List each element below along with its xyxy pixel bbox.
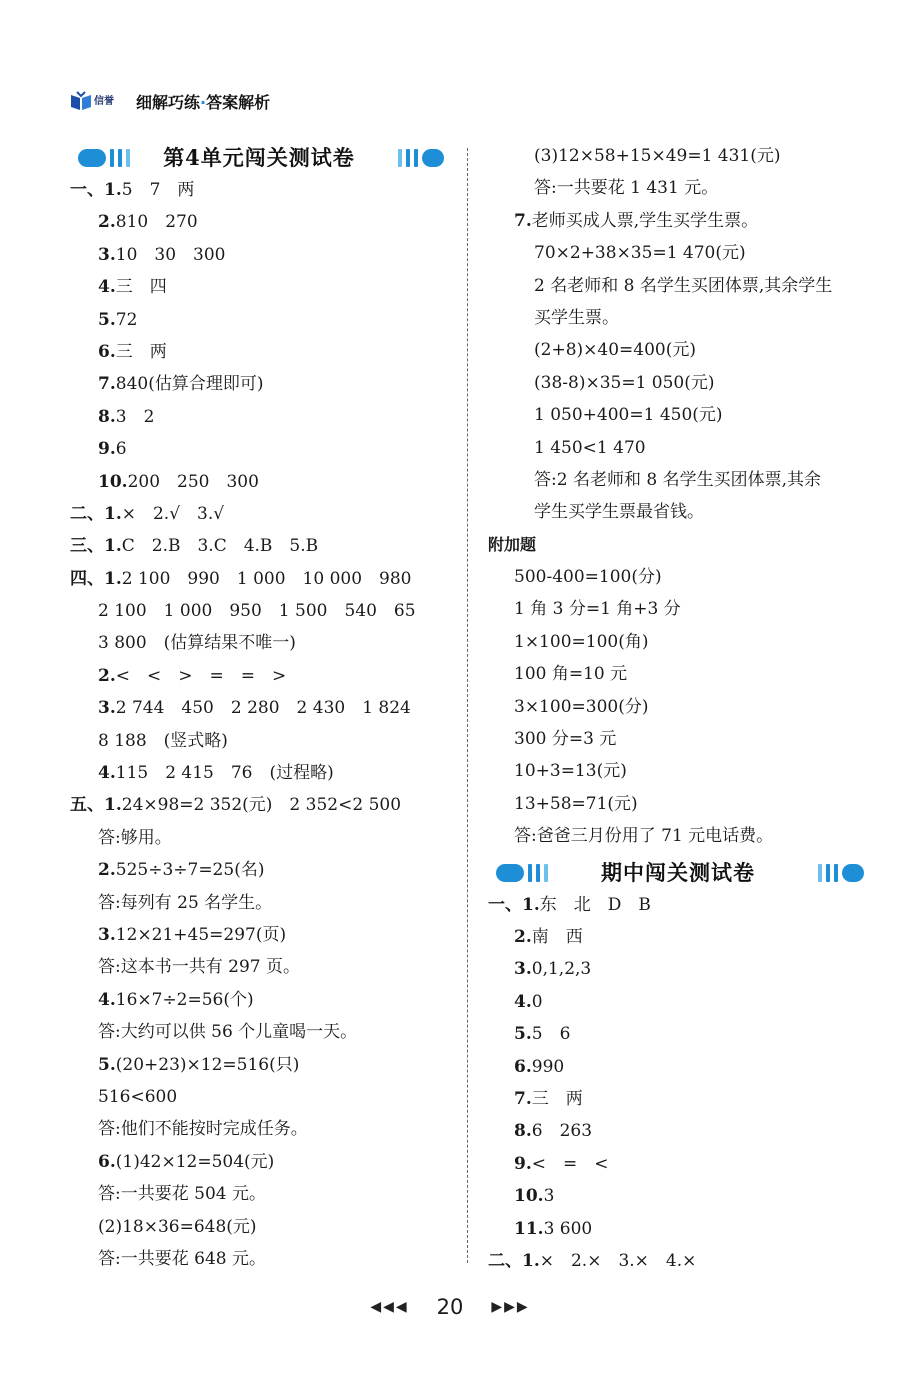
answer-text: 1 050+400=1 450(元) (534, 405, 723, 426)
question-number: 4. (98, 763, 116, 784)
answer-line (70, 1211, 448, 1243)
addon-line: 1 角 3 分=1 角+3 分 (514, 599, 681, 620)
left-column (70, 140, 448, 1275)
answer-text: 买学生票。 (534, 307, 619, 328)
answer-text: 答:一共要花 504 元。 (98, 1184, 266, 1205)
answer-text: 答:一共要花 1 431 元。 (534, 178, 719, 199)
title-decoration-right (814, 864, 864, 882)
addon-line: 答:爸爸三月份用了 71 元电话费。 (514, 826, 774, 847)
answer-text: (38-8)×35=1 050(元) (534, 372, 715, 393)
answer-line (488, 1018, 868, 1050)
answer-text: 72 (115, 309, 138, 330)
question-number: 10. (98, 471, 128, 492)
book-subtitle: 答案解析 (206, 92, 271, 112)
answer-line (488, 270, 868, 302)
answer-line (488, 1245, 868, 1277)
answer-line (70, 1178, 448, 1210)
answer-text: 老师买成人票,学生买学生票。 (531, 210, 759, 231)
answer-line (70, 401, 448, 433)
answer-line (70, 466, 448, 498)
answer-line (488, 399, 868, 431)
addon-line: 13+58=71(元) (514, 793, 638, 814)
answer-line (488, 334, 868, 366)
answer-line (70, 563, 448, 595)
answer-line (70, 627, 448, 659)
answer-text: 12×21+45=297(页) (115, 924, 287, 945)
answer-line (488, 432, 868, 464)
question-number: 2. (98, 665, 116, 686)
answer-line (488, 464, 868, 496)
answer-line (488, 496, 868, 528)
answer-text: 6 (115, 439, 127, 460)
answer-line (488, 367, 868, 399)
answer-line (488, 1051, 868, 1083)
addon-line: 500-400=100(分) (514, 567, 662, 588)
answer-text: 16×7÷2=56(个) (115, 989, 254, 1010)
question-number: 7. (98, 374, 116, 395)
unit4-test-title-text: 第4单元闯关测试卷 (163, 145, 355, 170)
answer-line (70, 336, 448, 368)
answer-text: 1 450<1 470 (534, 437, 646, 458)
addon-answers (488, 561, 868, 853)
answer-text: 6 263 (531, 1121, 593, 1142)
answer-line (70, 725, 448, 757)
next-arrows-icon: ▶▶▶ (491, 1299, 530, 1315)
answer-text: 810 270 (115, 212, 198, 233)
answer-line (488, 1180, 868, 1212)
addon-line: 300 分=3 元 (514, 729, 617, 750)
answer-line (488, 205, 868, 237)
answer-line (70, 984, 448, 1016)
answer-line (70, 1146, 448, 1178)
right-column (488, 140, 868, 1277)
answer-line (70, 1113, 448, 1145)
answer-text: 三 四 (115, 277, 167, 298)
question-number: 5. (98, 309, 116, 330)
publisher-logo (70, 89, 122, 113)
answer-text: 学生买学生票最省钱。 (534, 502, 704, 523)
addon-line: 10+3=13(元) (514, 761, 627, 782)
answer-line (70, 660, 448, 692)
answer-text: 答:这本书一共有 297 页。 (98, 957, 300, 978)
answer-text: C 2.B 3.C 4.B 5.B (121, 536, 319, 557)
answer-text: 答:每列有 25 名学生。 (98, 892, 273, 913)
unit4-answers-continued (488, 140, 868, 529)
midterm-answers (488, 889, 868, 1278)
logo-text: 信誉 (94, 96, 114, 107)
answer-line (70, 789, 448, 821)
book-title-main: 细解巧练 (136, 92, 201, 112)
answer-text: (3)12×58+15×49=1 431(元) (534, 146, 781, 166)
addon-line: 100 角=10 元 (514, 664, 628, 685)
answer-line (488, 302, 868, 334)
answer-text: 南 西 (531, 926, 583, 947)
answer-text: 0 (531, 991, 543, 1012)
answer-line (70, 498, 448, 530)
question-number: 一、1. (488, 894, 540, 915)
answer-line (70, 1081, 448, 1113)
answer-text: 答:一共要花 648 元。 (98, 1248, 266, 1269)
question-number: 6. (514, 1056, 532, 1077)
question-number: 四、1. (70, 568, 122, 589)
answer-text: 答:够用。 (98, 827, 172, 848)
question-number: 4. (514, 991, 532, 1012)
question-number: 6. (98, 341, 116, 362)
question-number: 8. (514, 1121, 532, 1142)
unit4-test-title (70, 140, 448, 174)
question-number: 7. (514, 1088, 532, 1109)
page-footer (0, 1292, 900, 1322)
question-number: 7. (514, 210, 532, 231)
answer-line (70, 692, 448, 724)
answer-line (488, 1148, 868, 1180)
answer-text: 525÷3÷7=25(名) (115, 860, 265, 881)
question-number: 5. (514, 1024, 532, 1045)
answer-line (488, 1083, 868, 1115)
answer-line (70, 368, 448, 400)
answer-line (488, 1213, 868, 1245)
answer-line (70, 433, 448, 465)
answer-line (70, 530, 448, 562)
answer-text: 2 744 450 2 280 2 430 1 824 (115, 698, 411, 719)
answer-text: 3 800 (估算结果不唯一) (98, 633, 296, 654)
prev-arrows-icon: ◀◀◀ (370, 1299, 409, 1315)
answer-line (70, 174, 448, 206)
column-divider (467, 148, 468, 1263)
answer-text: (1)42×12=504(元) (115, 1151, 275, 1172)
answer-text: < < > = = > (115, 665, 287, 686)
page-number: 20 (436, 1295, 464, 1319)
answer-text: 答:2 名老师和 8 名学生买团体票,其余 (534, 469, 821, 490)
answer-line (70, 206, 448, 238)
answer-line (488, 953, 868, 985)
answer-text: × 2.√ 3.√ (121, 503, 225, 524)
addon-title: 附加题 (488, 534, 537, 554)
question-number: 3. (98, 924, 116, 945)
midterm-test-title-text: 期中闯关测试卷 (601, 859, 755, 885)
question-number: 11. (514, 1218, 544, 1239)
answer-text: 70×2+38×35=1 470(元) (534, 243, 746, 264)
answer-line (70, 1049, 448, 1081)
question-number: 8. (98, 406, 116, 427)
answer-text: 8 188 (竖式略) (98, 730, 228, 751)
answer-line (488, 1115, 868, 1147)
question-number: 5. (98, 1054, 116, 1075)
answer-line (488, 986, 868, 1018)
unit4-answers (70, 174, 448, 1275)
question-number: 一、1. (70, 180, 122, 200)
answer-text: 3 600 (543, 1218, 593, 1239)
answer-text: 答:大约可以供 56 个儿童喝一天。 (98, 1022, 358, 1043)
answer-line (70, 822, 448, 854)
question-number: 3. (98, 698, 116, 719)
question-number: 3. (98, 244, 116, 265)
answer-text: 三 两 (531, 1088, 583, 1109)
question-number: 9. (514, 1153, 532, 1174)
answer-text: 200 250 300 (127, 471, 259, 492)
answer-text: 24×98=2 352(元) 2 352<2 500 (121, 795, 402, 816)
answer-text: 2 名老师和 8 名学生买团体票,其余学生 (534, 275, 833, 296)
question-number: 9. (98, 439, 116, 460)
answer-text: 3 (543, 1186, 555, 1207)
answer-text: 0,1,2,3 (531, 959, 592, 980)
answer-text: (20+23)×12=516(只) (115, 1054, 300, 1075)
answer-text: 115 2 415 76 (过程略) (115, 763, 334, 784)
question-number: 2. (514, 926, 532, 947)
answer-text: (2+8)×40=400(元) (534, 340, 696, 361)
title-decoration-left (78, 149, 130, 167)
answer-line (488, 172, 868, 204)
answer-text: 840(估算合理即可) (115, 374, 264, 395)
answer-line (70, 887, 448, 919)
answer-text: (2)18×36=648(元) (98, 1216, 257, 1237)
answer-line (70, 304, 448, 336)
answer-line (488, 237, 868, 269)
question-number: 三、1. (70, 536, 122, 557)
question-number: 五、1. (70, 795, 122, 816)
answer-line (70, 757, 448, 789)
answer-line (70, 919, 448, 951)
title-decoration-right (394, 149, 444, 167)
answer-text: 东 北 D B (539, 894, 651, 915)
midterm-test-title (488, 855, 868, 889)
answer-text: 三 两 (115, 341, 167, 362)
answer-text: × 2.× 3.× 4.× (539, 1250, 697, 1271)
question-number: 4. (98, 989, 116, 1010)
answer-text: 5 6 (531, 1024, 571, 1045)
book-title (136, 90, 270, 113)
question-number: 3. (514, 959, 532, 980)
question-number: 4. (98, 277, 116, 298)
answer-line (488, 921, 868, 953)
question-number: 2. (98, 212, 116, 233)
answer-text: 10 30 300 (115, 244, 226, 265)
answer-text: 990 (531, 1056, 565, 1077)
answer-line (70, 239, 448, 271)
answer-line (488, 889, 868, 921)
addon-line: 1×100=100(角) (514, 631, 649, 652)
page-header (70, 88, 270, 114)
answer-text: 2 100 990 1 000 10 000 980 (121, 568, 412, 589)
answer-line (70, 1016, 448, 1048)
answer-text: 3 2 (115, 406, 155, 427)
title-separator: · (200, 92, 207, 112)
question-number: 6. (98, 1151, 116, 1172)
answer-line (70, 271, 448, 303)
book-logo-icon (70, 91, 92, 111)
answer-line (488, 140, 868, 172)
answer-text: < = < (531, 1153, 609, 1174)
question-number: 二、1. (488, 1250, 540, 1271)
question-number: 2. (98, 860, 116, 881)
addon-line: 3×100=300(分) (514, 696, 649, 717)
answer-line (70, 854, 448, 886)
answer-text: 答:他们不能按时完成任务。 (98, 1119, 308, 1140)
question-number: 二、1. (70, 503, 122, 524)
title-decoration-left (496, 864, 548, 882)
answer-line (70, 1243, 448, 1275)
question-number: 10. (514, 1186, 544, 1207)
answer-line (70, 595, 448, 627)
answer-text: 2 100 1 000 950 1 500 540 65 (98, 601, 416, 622)
answer-text: 516<600 (98, 1086, 178, 1107)
answer-text: 5 7 两 (121, 180, 195, 200)
answer-line (70, 951, 448, 983)
